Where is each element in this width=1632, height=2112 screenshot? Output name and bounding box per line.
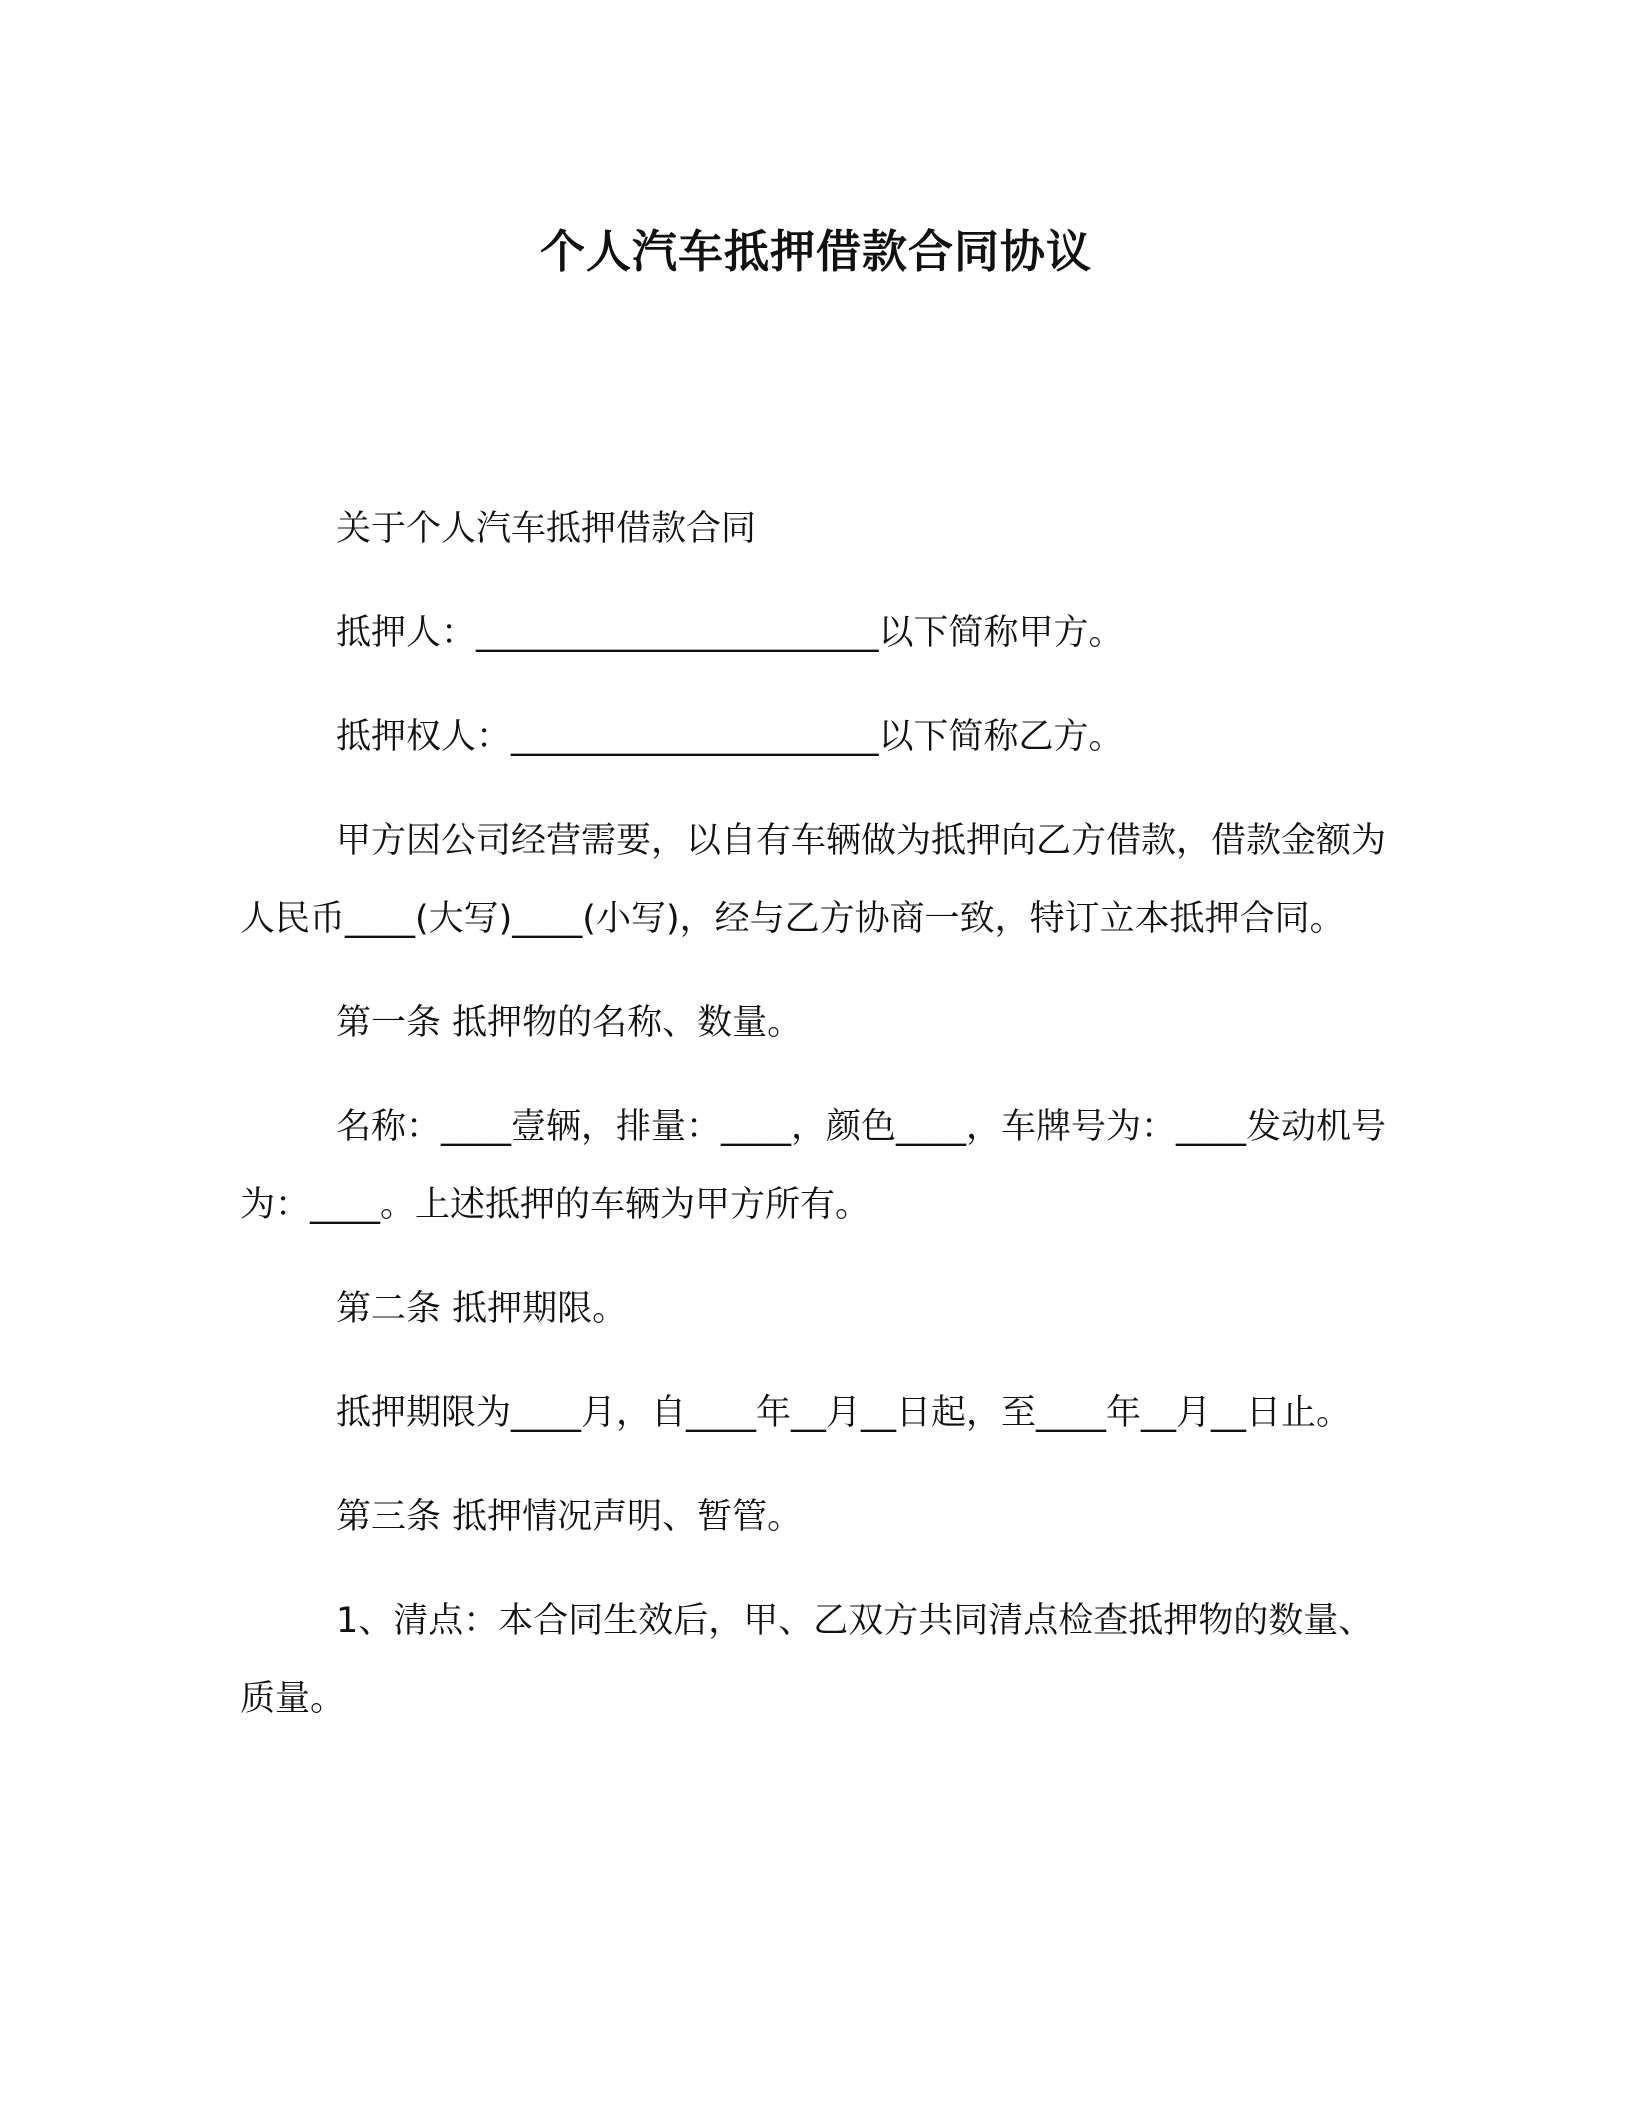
document-title: 个人汽车抵押借款合同协议 (539, 225, 1092, 278)
document-body (240, 490, 1392, 1764)
article-2-heading: 第二条 抵押期限。 (336, 1289, 628, 1329)
article-1-content: 名称：____壹辆，排量：____，颜色____，车牌号为：____发动机号为：____。上述抵押的车辆为甲方所有。 (240, 1107, 1387, 1225)
paragraph-subtitle: 关于个人汽车抵押借款合同 (336, 509, 757, 549)
paragraph-mortgagor: 抵押人：_______________________以下简称甲方。 (336, 613, 1124, 653)
paragraph-purpose: 甲方因公司经营需要，以自有车辆做为抵押向乙方借款，借款金额为人民币____(大写)____(小写)，经与乙方协商一致，特订立本抵押合同。 (240, 821, 1387, 939)
paragraph-mortgagee: 抵押权人：_____________________以下简称乙方。 (336, 717, 1124, 757)
article-2-content: 抵押期限为____月，自____年__月__日起，至____年__月__日止。 (336, 1393, 1352, 1433)
article-1-heading: 第一条 抵押物的名称、数量。 (336, 1003, 803, 1043)
article-3-item-1: 1、清点：本合同生效后，甲、乙双方共同清点检查抵押物的数量、质量。 (240, 1601, 1374, 1719)
article-3-heading: 第三条 抵押情况声明、暂管。 (336, 1497, 803, 1537)
